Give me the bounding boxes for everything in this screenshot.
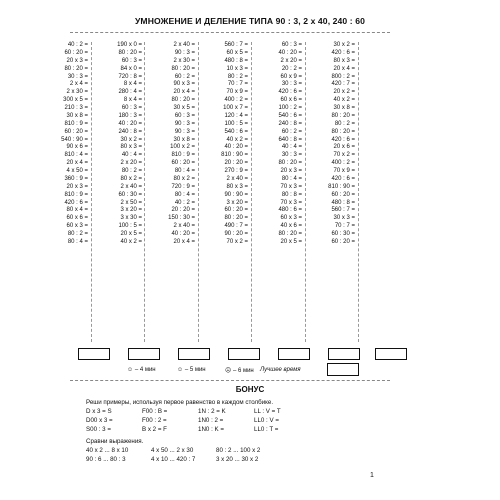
exercise-item: 90 : 90 = bbox=[224, 191, 248, 198]
exercise-item: 20 x 4 = bbox=[173, 89, 195, 96]
exercise-item: 60 x 3 = bbox=[280, 215, 302, 222]
bonus-equation: D00 x 3 = bbox=[86, 417, 113, 424]
exercise-item: 70 x 9 = bbox=[226, 89, 248, 96]
exercise-item: 540 : 6 = bbox=[224, 128, 248, 135]
exercise-item: 30 : 3 = bbox=[67, 73, 88, 80]
exercise-item: 80 : 2 = bbox=[67, 231, 88, 237]
exercise-item: 80 : 20 = bbox=[171, 97, 195, 104]
exercise-item: 150 : 30 = bbox=[168, 215, 195, 222]
time-answer-box[interactable] bbox=[128, 348, 160, 360]
exercise-item: 60 x 6 = bbox=[280, 97, 302, 104]
exercise-item: 60 : 3 = bbox=[281, 42, 302, 48]
exercise-item: 420 : 7 = bbox=[331, 81, 355, 88]
exercise-item: 20 x 3 = bbox=[66, 183, 88, 190]
exercise-item: 2 x 40 = bbox=[120, 183, 142, 190]
divider bbox=[70, 380, 390, 381]
exercise-item: 2 x 20 = bbox=[280, 57, 302, 64]
exercise-item: 810 : 9 = bbox=[171, 152, 195, 159]
time-answer-box[interactable] bbox=[178, 348, 210, 360]
timer-6min: ☹ – 6 мин bbox=[225, 368, 254, 374]
exercise-item: 100 : 5 = bbox=[118, 223, 142, 230]
bonus-instruction: Реши примеры, используя первое равенство в каждом столбике. bbox=[86, 399, 274, 406]
exercise-column bbox=[145, 42, 195, 247]
exercise-item: 40 : 20 = bbox=[118, 120, 142, 127]
exercise-item: 80 : 20 = bbox=[278, 231, 302, 237]
exercise-item: 100 : 5 = bbox=[224, 120, 248, 127]
exercise-item: 810 : 9 = bbox=[64, 191, 88, 198]
exercise-item: 20 : 20 = bbox=[224, 160, 248, 167]
exercise-item: 70 x 3 = bbox=[280, 183, 302, 190]
exercise-item: 40 : 4 = bbox=[121, 152, 142, 159]
exercise-item: 90 x 6 = bbox=[66, 144, 88, 151]
exercise-item: 400 : 2 = bbox=[331, 160, 355, 167]
exercise-item: 8 x 4 = bbox=[123, 81, 142, 88]
bonus-equation: 1N0 : K = bbox=[198, 426, 224, 433]
bonus-equation: S00 : 3 = bbox=[86, 426, 111, 433]
time-answer-box[interactable] bbox=[375, 348, 407, 360]
exercise-item: 60 : 20 = bbox=[64, 128, 88, 135]
exercise-item: 60 : 20 = bbox=[171, 160, 195, 167]
exercise-item: 420 : 6 = bbox=[331, 136, 355, 143]
exercise-item: 30 x 5 = bbox=[173, 105, 195, 111]
exercise-column bbox=[305, 42, 355, 247]
exercise-item: 40 x 2 = bbox=[120, 238, 142, 245]
compare-expression: 3 x 20 ... 30 x 2 bbox=[216, 456, 259, 463]
exercise-item: 80 : 20 = bbox=[331, 112, 355, 119]
exercise-item: 90 : 3 = bbox=[174, 120, 195, 127]
exercise-item: 84 x 0 = bbox=[120, 65, 142, 72]
exercise-item: 80 : 20 = bbox=[118, 49, 142, 56]
exercise-item: 2 x 50 = bbox=[120, 199, 142, 206]
compare-expression: 90 : 6 ... 80 : 3 bbox=[86, 456, 126, 463]
exercise-item: 80 : 20 = bbox=[171, 65, 195, 72]
exercise-item: 20 x 5 = bbox=[120, 231, 142, 237]
exercise-item: 60 : 20 = bbox=[331, 191, 355, 198]
exercise-item: 40 : 2 = bbox=[174, 199, 195, 206]
exercise-item: 2 x 40 = bbox=[173, 42, 195, 48]
exercise-column bbox=[92, 42, 142, 247]
exercise-item: 420 : 6 = bbox=[278, 89, 302, 96]
exercise-column bbox=[198, 42, 248, 247]
exercise-item: 810 : 4 = bbox=[64, 152, 88, 159]
exercise-item: 90 : 20 = bbox=[224, 231, 248, 237]
exercise-item: 3 x 20 = bbox=[226, 199, 248, 206]
exercise-item: 30 x 2 = bbox=[120, 136, 142, 143]
exercise-item: 30 x 3 = bbox=[333, 215, 355, 222]
exercise-item: 30 : 3 = bbox=[281, 152, 302, 159]
page-number: 1 bbox=[370, 472, 374, 479]
exercise-item: 180 : 3 = bbox=[118, 112, 142, 119]
exercise-item: 80 : 4 = bbox=[67, 238, 88, 245]
column-separator bbox=[305, 42, 306, 342]
exercise-item: 2 x 30 = bbox=[173, 57, 195, 64]
exercise-item: 480 : 6 = bbox=[278, 207, 302, 214]
column-separator bbox=[144, 42, 145, 342]
compare-expression: 40 x 2 ... 8 x 10 bbox=[86, 447, 129, 454]
exercise-item: 80 : 20 = bbox=[331, 128, 355, 135]
exercise-item: 560 : 7 = bbox=[224, 42, 248, 48]
exercise-item: 90 x 3 = bbox=[173, 81, 195, 88]
bonus-equation: LL0 : T = bbox=[254, 426, 279, 433]
exercise-item: 80 : 20 = bbox=[64, 65, 88, 72]
exercise-column bbox=[252, 42, 302, 247]
exercise-item: 60 : 3 = bbox=[174, 112, 195, 119]
exercise-item: 70 x 3 = bbox=[280, 199, 302, 206]
exercise-item: 20 x 6 = bbox=[333, 144, 355, 151]
column-separator bbox=[358, 42, 359, 342]
exercise-item: 8 x 4 = bbox=[123, 97, 142, 104]
exercise-item: 60 x 3 = bbox=[66, 223, 88, 230]
exercise-item: 80 x 3 = bbox=[226, 183, 248, 190]
clock-icon: ☹ bbox=[225, 368, 232, 374]
exercise-item: 810 : 9 = bbox=[64, 120, 88, 127]
exercise-item: 20 x 4 = bbox=[173, 238, 195, 245]
exercise-column bbox=[38, 42, 88, 247]
exercise-item: 40 x 6 = bbox=[280, 223, 302, 230]
exercise-item: 60 : 30 = bbox=[118, 191, 142, 198]
exercise-item: 80 : 2 = bbox=[227, 73, 248, 80]
exercise-item: 60 x 6 = bbox=[66, 215, 88, 222]
column-separator bbox=[251, 42, 252, 342]
exercise-item: 3 x 30 = bbox=[120, 215, 142, 222]
exercise-item: 60 : 20 = bbox=[331, 238, 355, 245]
exercise-item: 2 x 20 = bbox=[120, 160, 142, 167]
compare-expression: 4 x 50 ... 2 x 30 bbox=[151, 447, 194, 454]
exercise-item: 80 x 2 = bbox=[120, 175, 142, 182]
page-title: УМНОЖЕНИЕ И ДЕЛЕНИЕ ТИПА 90 : 3, 2 x 40, 240 : 60 bbox=[134, 16, 365, 26]
exercise-item: 80 : 4 = bbox=[174, 191, 195, 198]
exercise-item: 40 : 2 = bbox=[67, 42, 88, 48]
exercise-item: 90 : 3 = bbox=[174, 128, 195, 135]
exercise-item: 420 : 6 = bbox=[331, 49, 355, 56]
exercise-item: 240 : 8 = bbox=[278, 120, 302, 127]
exercise-item: 400 : 2 = bbox=[224, 97, 248, 104]
exercise-item: 30 x 8 = bbox=[173, 136, 195, 143]
exercise-item: 100 : 2 = bbox=[278, 105, 302, 111]
exercise-item: 80 x 4 = bbox=[66, 207, 88, 214]
exercise-item: 30 x 8 = bbox=[333, 105, 355, 111]
exercise-item: 720 : 8 = bbox=[118, 73, 142, 80]
column-separator bbox=[91, 42, 92, 342]
exercise-item: 40 : 20 = bbox=[171, 231, 195, 237]
exercise-item: 80 x 3 = bbox=[333, 57, 355, 64]
exercise-item: 20 x 3 = bbox=[66, 57, 88, 64]
exercise-item: 360 : 9 = bbox=[64, 175, 88, 182]
exercise-item: 70 x 2 = bbox=[226, 238, 248, 245]
exercise-item: 720 : 9 = bbox=[171, 183, 195, 190]
bonus-equation: F00 : 2 = bbox=[142, 417, 167, 424]
exercise-item: 70 x 9 = bbox=[333, 168, 355, 174]
exercise-item: 2 x 40 = bbox=[173, 223, 195, 230]
bonus-equation: D x 3 = S bbox=[86, 408, 112, 415]
timer-4min: ☺ – 4 мин bbox=[127, 367, 156, 373]
exercise-item: 80 x 3 = bbox=[120, 144, 142, 151]
exercise-item: 20 x 4 = bbox=[333, 65, 355, 72]
divider bbox=[70, 32, 390, 33]
time-answer-box[interactable] bbox=[78, 348, 110, 360]
exercise-item: 560 : 7 = bbox=[331, 207, 355, 214]
exercise-item: 60 : 3 = bbox=[121, 105, 142, 111]
exercise-columns bbox=[30, 42, 400, 342]
exercise-item: 70 : 7 = bbox=[334, 223, 355, 230]
exercise-item: 40 x 2 = bbox=[226, 136, 248, 143]
exercise-item: 80 x 2 = bbox=[173, 175, 195, 182]
exercise-item: 30 x 2 = bbox=[333, 42, 355, 48]
exercise-item: 540 : 90 = bbox=[61, 136, 88, 143]
timer-5min: ☺ – 5 мин bbox=[177, 367, 206, 373]
exercise-item: 270 : 9 = bbox=[224, 168, 248, 174]
time-answer-box[interactable] bbox=[228, 348, 260, 360]
exercise-item: 240 : 8 = bbox=[118, 128, 142, 135]
exercise-item: 480 : 8 = bbox=[331, 199, 355, 206]
best-time-box[interactable] bbox=[327, 363, 359, 376]
bonus-equation: F00 : B = bbox=[142, 408, 168, 415]
exercise-item: 40 x 2 = bbox=[333, 97, 355, 104]
exercise-item: 4 x 50 = bbox=[66, 168, 88, 174]
exercise-item: 120 : 4 = bbox=[224, 112, 248, 119]
exercise-item: 480 : 8 = bbox=[224, 57, 248, 64]
exercise-item: 2 x 30 = bbox=[66, 89, 88, 96]
column-separator bbox=[198, 42, 199, 342]
exercise-item: 100 x 7 = bbox=[223, 105, 248, 111]
best-time-label: Лучшее время bbox=[260, 367, 301, 373]
exercise-item: 70 : 7 = bbox=[227, 81, 248, 88]
exercise-item: 80 : 20 = bbox=[278, 160, 302, 167]
exercise-item: 30 x 8 = bbox=[66, 112, 88, 119]
exercise-item: 300 x 5 = bbox=[63, 97, 88, 104]
exercise-item: 60 : 20 = bbox=[224, 207, 248, 214]
exercise-item: 40 : 4 = bbox=[281, 144, 302, 151]
exercise-item: 420 : 6 = bbox=[64, 199, 88, 206]
time-answer-box[interactable] bbox=[278, 348, 310, 360]
exercise-item: 60 : 2 = bbox=[281, 128, 302, 135]
exercise-item: 20 x 4 = bbox=[66, 160, 88, 167]
exercise-item: 640 : 8 = bbox=[278, 136, 302, 143]
exercise-item: 810 : 90 = bbox=[221, 152, 248, 159]
exercise-item: 10 x 3 = bbox=[226, 65, 248, 72]
exercise-item: 100 x 2 = bbox=[170, 144, 195, 151]
exercise-item: 40 : 20 = bbox=[278, 49, 302, 56]
exercise-item: 80 : 4 = bbox=[174, 168, 195, 174]
exercise-item: 80 : 2 = bbox=[121, 168, 142, 174]
bonus-equation: 1N0 : 2 = bbox=[198, 417, 224, 424]
exercise-item: 490 : 7 = bbox=[224, 223, 248, 230]
exercise-item: 420 : 6 = bbox=[331, 175, 355, 182]
exercise-item: 190 x 0 = bbox=[117, 42, 142, 48]
exercise-item: 80 : 2 = bbox=[334, 120, 355, 127]
exercise-item: 90 : 3 = bbox=[174, 49, 195, 56]
exercise-item: 280 : 4 = bbox=[118, 89, 142, 96]
exercise-item: 80 : 4 = bbox=[281, 175, 302, 182]
bonus-equation: B x 2 = F bbox=[142, 426, 167, 433]
exercise-item: 2 x 40 = bbox=[226, 175, 248, 182]
exercise-item: 20 x 5 = bbox=[280, 238, 302, 245]
exercise-item: 20 x 3 = bbox=[280, 168, 302, 174]
clock-icon: ☺ bbox=[127, 367, 134, 373]
bonus-equation: LL : V = T bbox=[254, 408, 281, 415]
exercise-item: 60 : 2 = bbox=[174, 73, 195, 80]
exercise-item: 80 : 20 = bbox=[224, 215, 248, 222]
exercise-item: 810 : 90 = bbox=[328, 183, 355, 190]
bonus-equation: LL0 : V = bbox=[254, 417, 279, 424]
compare-title: Сравни выражения. bbox=[86, 438, 144, 445]
compare-expression: 80 : 2 ... 100 x 2 bbox=[216, 447, 261, 454]
exercise-item: 540 : 6 = bbox=[278, 112, 302, 119]
exercise-item: 20 x 2 = bbox=[333, 89, 355, 96]
exercise-item: 80 : 8 = bbox=[281, 191, 302, 198]
exercise-item: 60 : 3 = bbox=[121, 57, 142, 64]
time-answer-box[interactable] bbox=[328, 348, 360, 360]
exercise-item: 60 x 5 = bbox=[226, 49, 248, 56]
exercise-item: 60 : 30 = bbox=[331, 231, 355, 237]
exercise-item: 800 : 2 = bbox=[331, 73, 355, 80]
exercise-item: 70 x 2 = bbox=[333, 152, 355, 159]
exercise-item: 2 x 4 = bbox=[69, 81, 88, 88]
compare-expression: 4 x 10 ... 420 : 7 bbox=[151, 456, 196, 463]
exercise-item: 40 : 20 = bbox=[224, 144, 248, 151]
exercise-item: 30 : 3 = bbox=[281, 81, 302, 88]
bonus-equation: 1N : 2 = K bbox=[198, 408, 226, 415]
exercise-item: 60 x 9 = bbox=[280, 73, 302, 80]
exercise-item: 3 x 20 = bbox=[120, 207, 142, 214]
exercise-item: 210 : 3 = bbox=[64, 105, 88, 111]
exercise-item: 60 : 20 = bbox=[64, 49, 88, 56]
exercise-item: 20 : 2 = bbox=[281, 65, 302, 72]
exercise-item: 20 : 20 = bbox=[171, 207, 195, 214]
clock-icon: ☺ bbox=[177, 367, 184, 373]
bonus-title: БОНУС bbox=[235, 385, 265, 394]
